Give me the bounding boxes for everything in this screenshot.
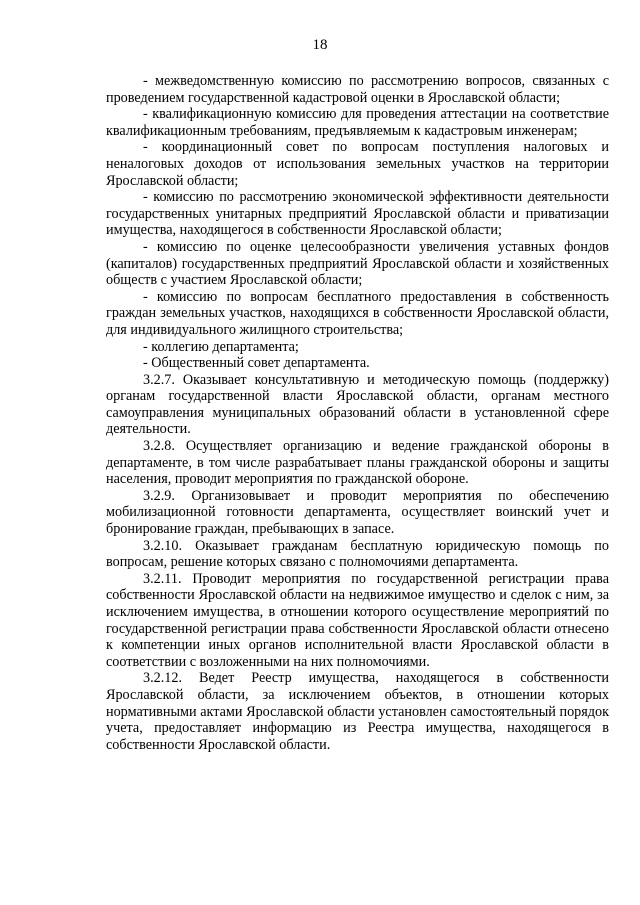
- list-item-department-board: - коллегию департамента;: [143, 338, 299, 355]
- list-item-charter-funds-commission: - комиссию по оценке целесообразности увеличения уставных фондов (капиталов) государственных предприятий Ярославской области и хозяйственных обществ с участием Ярославской области;: [106, 238, 609, 289]
- clause-3-2-12: 3.2.12. Ведет Реестр имущества, находящегося в собственности Ярославской области, за исключением объектов, в отношении которых нормативными актами Ярославской области установлен самостоятельный порядок учета, предоставляет информацию из Реестра имущества, находящегося в собственности Ярославской области.: [106, 670, 609, 753]
- clause-3-2-9: 3.2.9. Организовывает и проводит мероприятия по обеспечению мобилизационной готовности департамента, осуществляет воинский учет и бронирование граждан, пребывающих в запасе.: [106, 487, 609, 538]
- document-body: [106, 73, 609, 753]
- clause-3-2-10: 3.2.10. Оказывает гражданам бесплатную юридическую помощь по вопросам, решение которых связано с полномочиями департамента.: [106, 537, 609, 571]
- clause-3-2-7: 3.2.7. Оказывает консультативную и методическую помощь (поддержку) органам государственной власти Ярославской области, органам местного самоуправления муниципальных образований области в установленной сфере деятельности.: [106, 371, 609, 438]
- list-item-economic-efficiency-commission: - комиссию по рассмотрению экономической эффективности деятельности государственных унитарных предприятий Ярославской области и приватизации имущества, находящегося в собственности Ярославской области;: [106, 189, 609, 239]
- list-item-free-land-commission: - комиссию по вопросам бесплатного предоставления в собственность граждан земельных участков, находящихся в собственности Ярославской области, для индивидуального жилищного строительства;: [106, 288, 609, 338]
- list-item-coordination-council: - координационный совет по вопросам поступления налоговых и неналоговых доходов от использования земельных участков на территории Ярославской области;: [106, 139, 609, 189]
- clause-3-2-8: 3.2.8. Осуществляет организацию и ведение гражданской обороны в департаменте, в том числе разрабатывает планы гражданской обороны и защиты населения, проводит мероприятия по гражданской обороне.: [106, 438, 609, 488]
- list-item-public-council: - Общественный совет департамента.: [143, 355, 370, 372]
- list-item-qualification-commission: - квалификационную комиссию для проведения аттестации на соответствие квалификационным требованиям, предъявляемым к кадастровым инженерам;: [106, 106, 609, 139]
- list-item-interdepartmental-commission: - межведомственную комиссию по рассмотрению вопросов, связанных с проведением государственной кадастровой оценки в Ярославской области;: [106, 73, 609, 106]
- clause-3-2-11: 3.2.11. Проводит мероприятия по государственной регистрации права собственности Ярославской области на недвижимое имущество и сделок с ним, за исключением имущества, в отношении которого осуществление мероприятий по государственной регистрации права собственности Ярославской области отнесено к компетенции иных органов исполнительной власти Ярославской области в соответствии с возложенными на них полномочиями.: [106, 570, 609, 670]
- page-number: 18: [312, 37, 328, 53]
